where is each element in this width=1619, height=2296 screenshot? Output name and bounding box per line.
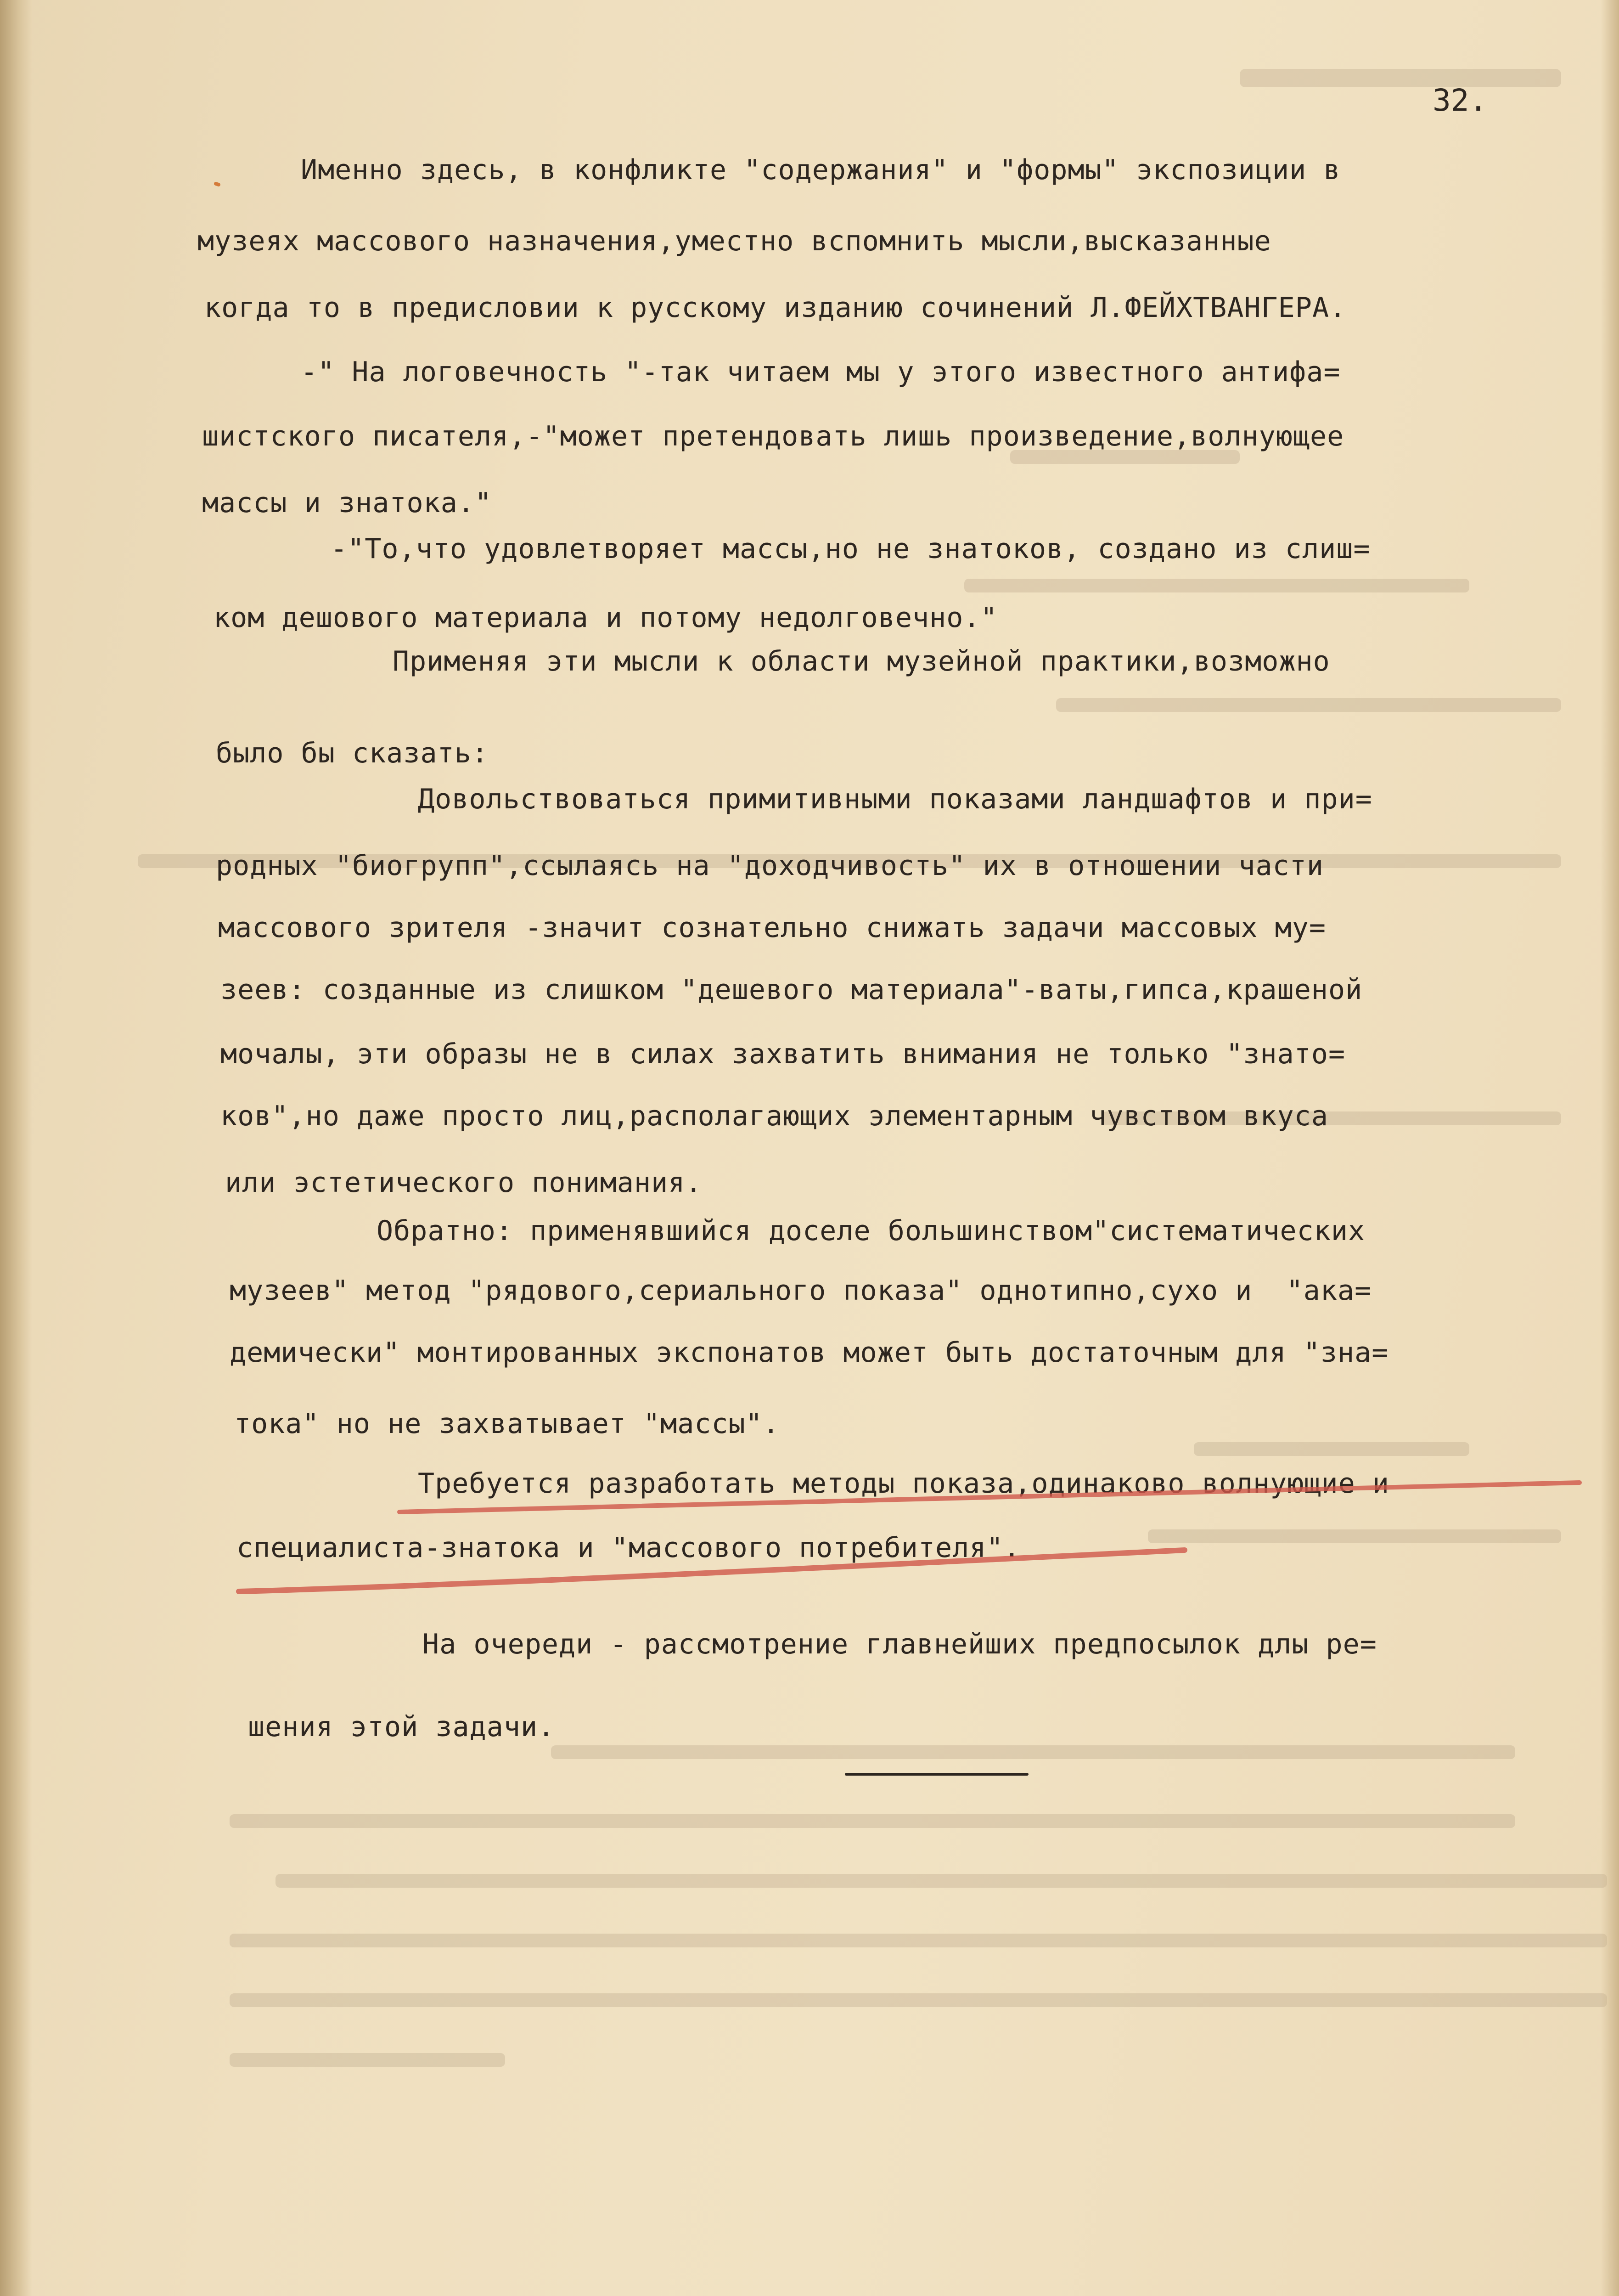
text-line: когда то в предисловии к русскому изданию сочинений Л.ФЕЙХТВАНГЕРА. — [204, 292, 1347, 324]
text-line: демически" монтированных экспонатов может быть достаточным для "зна= — [230, 1337, 1389, 1369]
text-line: шистского писателя,-"может претендовать лишь произведение,волнующее — [202, 420, 1344, 452]
text-line: тока" но не захватывает "массы". — [234, 1408, 780, 1440]
highlighted-text-line: специалиста-знатока и "массового потребителя". — [236, 1532, 1021, 1564]
text-line: было бы сказать: — [216, 737, 489, 769]
highlighted-text-line: Требуется разработать методы показа,одинаково волнующие и — [418, 1467, 1390, 1500]
text-line: массового зрителя -значит сознательно снижать задачи массовых му= — [218, 912, 1326, 944]
text-line: массы и знатока." — [202, 487, 492, 519]
text-line: родных "биогрупп",ссылаясь на "доходчивость" их в отношении части — [216, 850, 1324, 882]
text-line: музеев" метод "рядового,сериального показа" однотипно,сухо и "ака= — [230, 1275, 1372, 1307]
margin-dot — [216, 184, 219, 185]
text-line: На очереди - рассмотрение главнейших предпосылок длы ре= — [422, 1628, 1377, 1660]
text-line: Обратно: применявшийся доселе большинством"систематических — [377, 1215, 1366, 1247]
text-line: Довольствоваться примитивными показами ландшафтов и при= — [418, 783, 1372, 815]
text-line: зеев: созданные из слишком "дешевого материала"-ваты,гипса,крашеной — [220, 974, 1363, 1006]
text-line: или эстетического понимания. — [225, 1167, 703, 1199]
section-divider — [845, 1773, 1029, 1776]
text-line: шения этой задачи. — [248, 1711, 555, 1743]
text-line: Применяя эти мысли к области музейной практики,возможно — [393, 645, 1330, 677]
text-line: -"То,что удовлетворяет массы,но не знатоков, создано из слиш= — [331, 533, 1371, 565]
text-line: музеях массового назначения,уместно вспомнить мысли,высказанные — [197, 225, 1271, 257]
text-line: мочалы, эти образы не в силах захватить внимания не только "знато= — [220, 1038, 1346, 1070]
text-line: -" На логовечность "-так читаем мы у этого известного антифа= — [301, 356, 1341, 388]
text-line: ком дешового материала и потому недолговечно." — [214, 602, 998, 634]
text-line: Именно здесь, в конфликте "содержания" и "формы" экспозиции в — [301, 154, 1341, 186]
page-number: 32. — [1433, 83, 1488, 118]
text-line: ков",но даже просто лиц,располагающих элементарным чувством вкуса — [220, 1100, 1328, 1132]
